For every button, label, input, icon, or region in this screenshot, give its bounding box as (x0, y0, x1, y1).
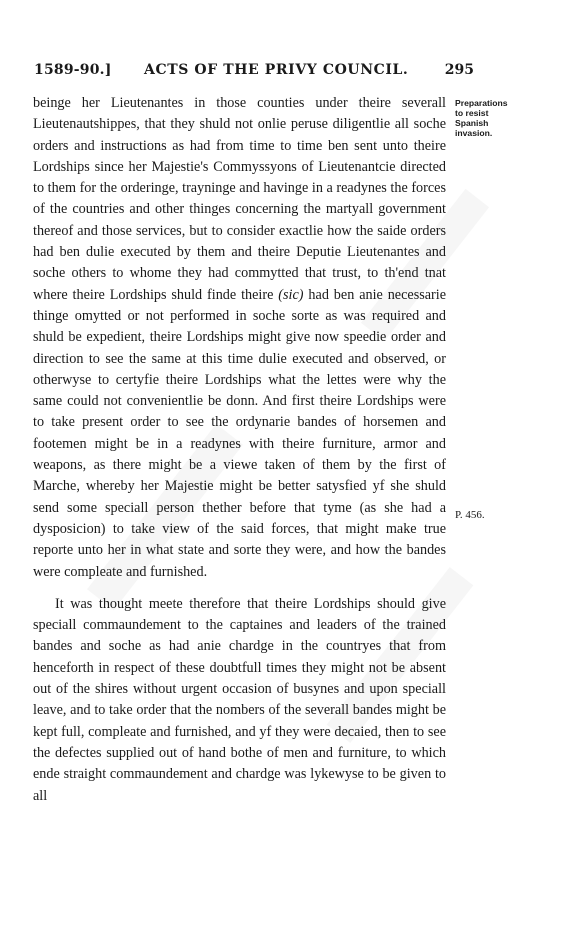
header-years: 1589-90.] (34, 62, 112, 78)
header-title: ACTS OF THE PRIVY COUNCIL. (144, 62, 409, 78)
margin-note-line: Preparations (455, 98, 508, 108)
body-text (33, 93, 446, 807)
margin-note-line: invasion. (455, 128, 493, 138)
paragraph-text: had ben anie necessarie thinge omytted or not performed in soche sorte as was required and shuld be expedient, theire Lordships might give now speedie order and direction to see the same at this time dulie executed and observed, or otherwyse to certyfie theire Lordships what the lettes were why the same could not convenientlie be donn. And first theire Lordships were to take present order to see the ordynarie bandes of horsemen and footemen might be in a readynes with theire furniture, armor and weapons, as there might be a viewe taken of them by the first of Marche, whereby her Majestie might be better satysfied yf she shuld send some speciall person thether before that tyme (as she had a dysposicion) to take view of the said forces, that might make true reporte unto her in what state and sorte they were, and how the bandes were compleate and furnished. (33, 286, 447, 580)
paragraph-text: beinge her Lieutenantes in those counties under theire severall Lieutenautshippes, that they shuld not onlie peruse diligentlie all soche orders and instructions as had from time to time ben sent unto theire Lordships since her Majestie's Commyssyons of Lieutenantcie directed to them for the orderinge, trayninge and havinge in a readynes the forces of the countries and other thinges concerning the martyall government thereof and those services, but to consider exactlie how the saide orders had ben dulie executed by them and theire Deputie Lieutenantes and soche others to whome they had commytted that trust, to th'end tnat where theire Lordships shuld finde theire (33, 95, 446, 303)
margin-note (455, 98, 535, 138)
margin-note-line: Spanish (455, 118, 489, 128)
original-page-marker: P. 456. (455, 509, 485, 521)
paragraph (33, 93, 446, 583)
running-header (34, 62, 474, 82)
margin-note-line: to resist (455, 108, 489, 118)
page-number: 295 (444, 62, 474, 78)
sic-mark: (sic) (278, 286, 304, 303)
paragraph: It was thought meete therefore that theire Lordships should give speciall commaundement to the captaines and leaders of the trained bandes and soche as had anie chardge in the countryes that from henceforth in respect of these doubtfull times they might not be absent out of the shires without urgent occasion of busynes and upon speciall leave, and to take order that the nombers of the severall bandes might be kept full, compleate and furnished, and yf they were decaied, then to see the defectes supplied out of hand bothe of men and furniture, to which ende straight commaundement and chardge was lykewyse to be given to all (33, 595, 446, 804)
